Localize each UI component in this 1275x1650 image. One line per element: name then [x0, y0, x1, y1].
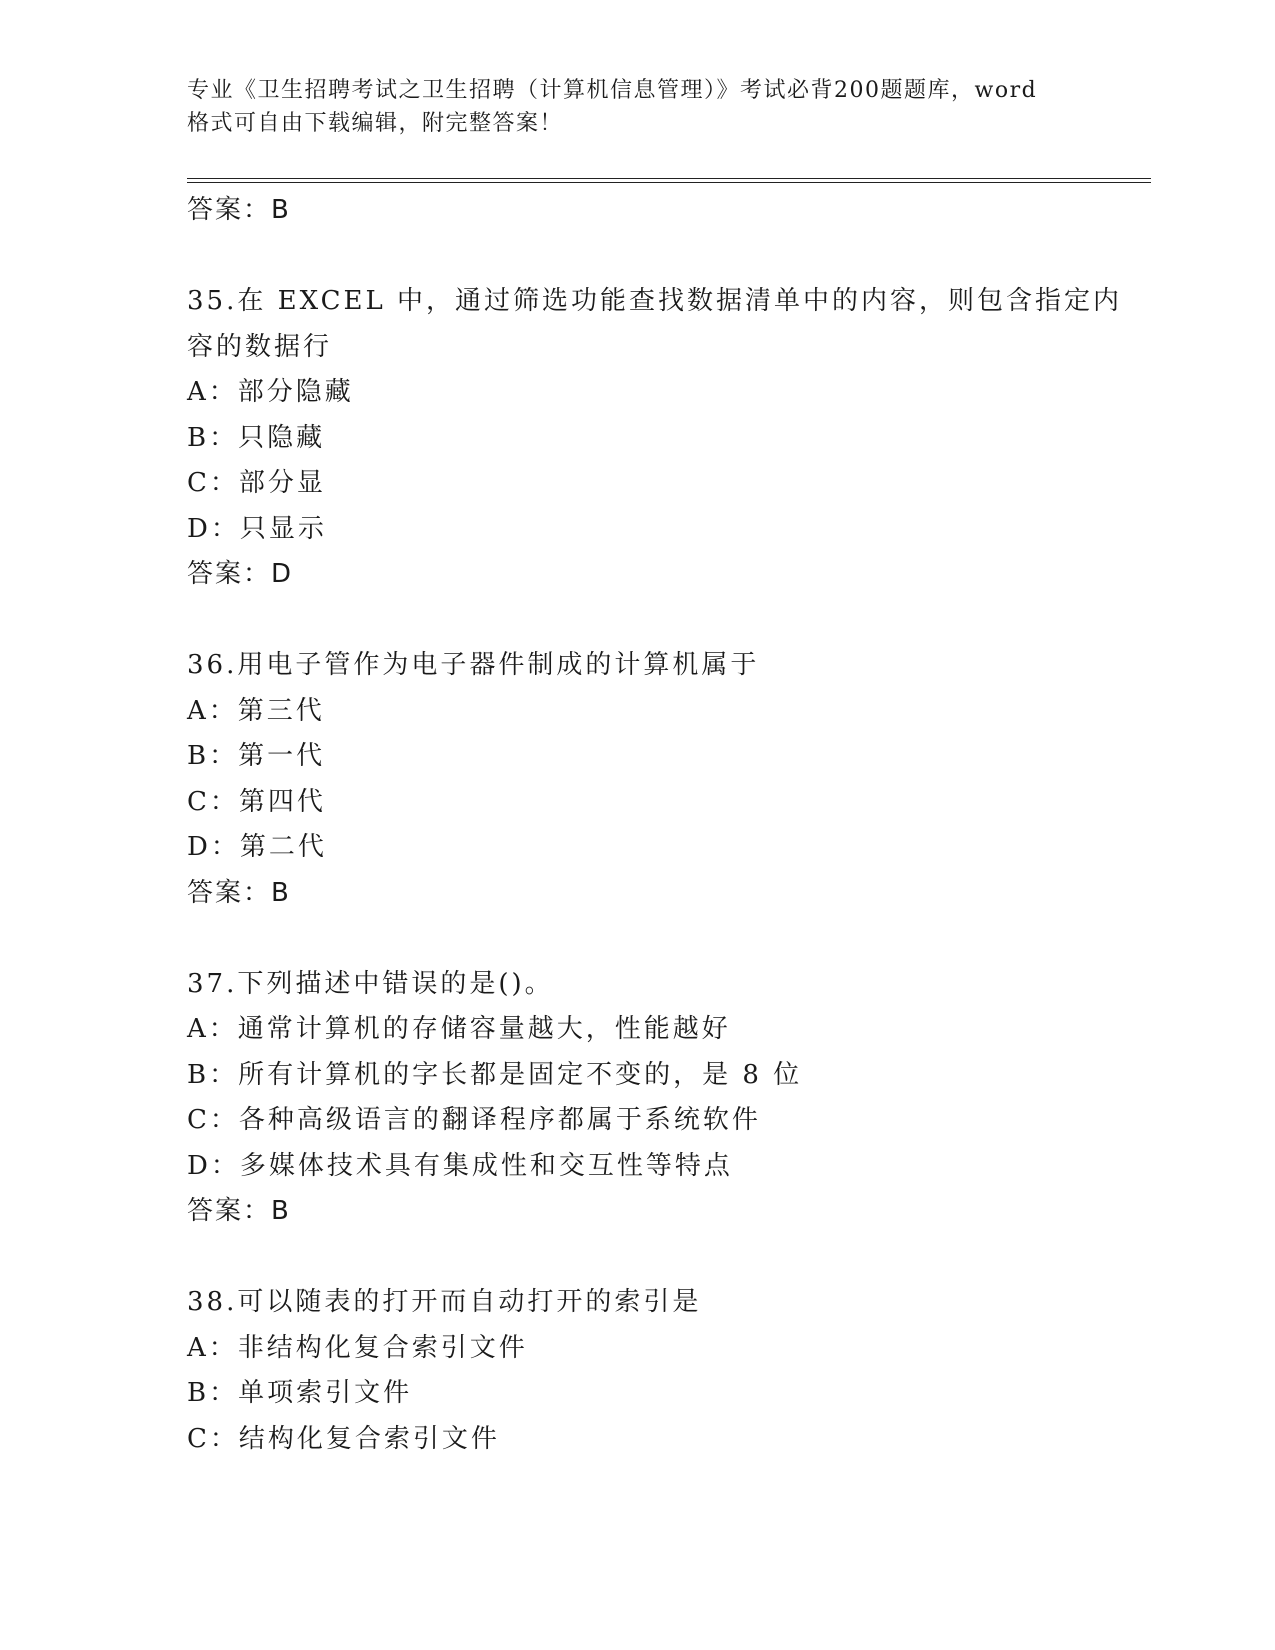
header-rule-top: [187, 178, 1151, 179]
answer: 答案：B: [187, 1196, 291, 1226]
question-36: [187, 643, 1087, 916]
option-a: A：第三代: [187, 695, 325, 726]
document-header: [187, 74, 1087, 140]
previous-answer: 答案：B: [187, 195, 291, 225]
question-37: [187, 962, 1087, 1235]
question-stem: 37.下列描述中错误的是()。: [187, 968, 554, 999]
option-b: B：第一代: [187, 741, 326, 771]
option-c: C：第四代: [187, 786, 326, 817]
question-35: [187, 279, 1123, 598]
option-c: C：部分显: [187, 468, 326, 498]
header-line-1: 专业《卫生招聘考试之卫生招聘（计算机信息管理）》考试必背200题题库，word: [187, 78, 1038, 103]
spacer: [187, 1235, 1087, 1281]
option-a: A：部分隐藏: [187, 377, 354, 407]
spacer: [187, 234, 1087, 280]
option-c: C：结构化复合索引文件: [187, 1423, 500, 1454]
question-stem: 35.在 EXCEL 中，通过筛选功能查找数据清单中的内容，则包含指定内: [187, 286, 1123, 316]
option-b: B：只隐藏: [187, 422, 326, 453]
answer: 答案：B: [187, 877, 291, 908]
option-d: D：第二代: [187, 832, 327, 862]
question-stem-continued: 容的数据行: [187, 331, 333, 362]
spacer: [187, 916, 1087, 962]
option-c: C：各种高级语言的翻译程序都属于系统软件: [187, 1105, 761, 1135]
spacer: [187, 598, 1087, 644]
option-a: A：通常计算机的存储容量越大，性能越好: [187, 1014, 731, 1044]
question-list: [187, 188, 1123, 1462]
option-a: A：非结构化复合索引文件: [187, 1332, 528, 1363]
header-rule-bottom: [187, 182, 1151, 183]
question-stem: 38.可以随表的打开而自动打开的索引是: [187, 1287, 702, 1317]
question-38: [187, 1280, 1087, 1462]
question-stem: 36.用电子管作为电子器件制成的计算机属于: [187, 650, 760, 680]
option-b: B：单项索引文件: [187, 1378, 413, 1408]
header-line-2: 格式可自由下载编辑，附完整答案！: [187, 111, 564, 136]
option-d: D：多媒体技术具有集成性和交互性等特点: [187, 1150, 733, 1181]
answer: 答案：D: [187, 559, 294, 589]
option-d: D：只显示: [187, 513, 327, 544]
option-b: B：所有计算机的字长都是固定不变的，是 8 位: [187, 1059, 803, 1090]
